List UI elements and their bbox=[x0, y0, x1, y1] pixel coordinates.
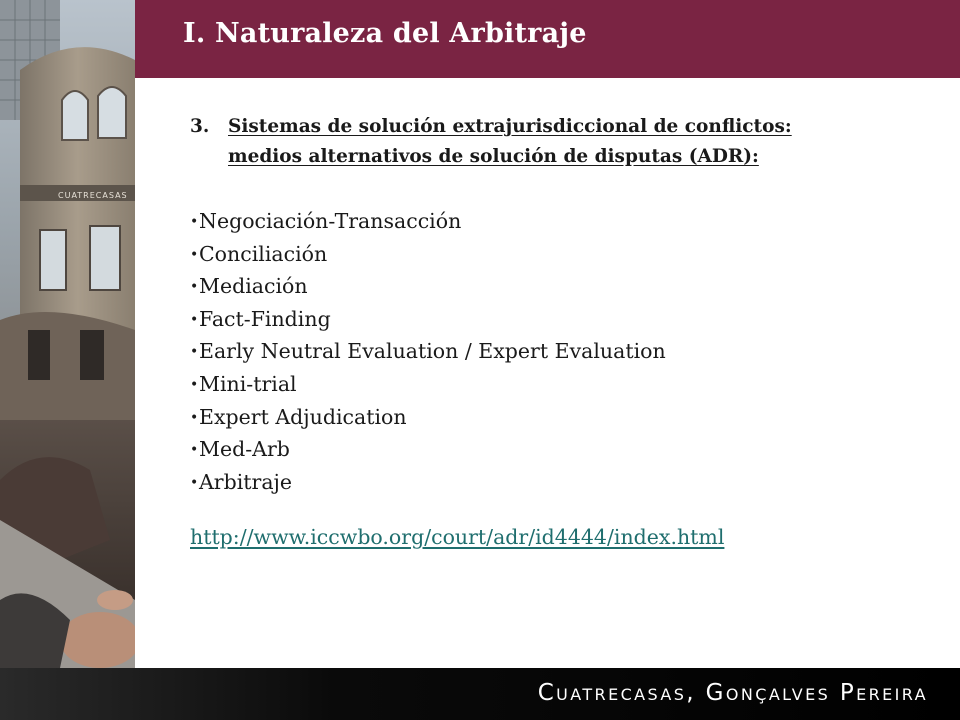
bullet-icon: • bbox=[190, 311, 199, 328]
bullet-icon: • bbox=[190, 279, 199, 296]
section-heading bbox=[190, 112, 930, 172]
list-item-label: Expert Adjudication bbox=[199, 404, 407, 429]
slide-content bbox=[190, 112, 930, 549]
building-sign: CUATRECASAS bbox=[58, 191, 128, 200]
building-photo bbox=[0, 0, 135, 668]
list-item bbox=[190, 402, 666, 435]
list-item bbox=[190, 206, 666, 239]
section-heading-line-1: Sistemas de solución extrajurisdiccional de conflictos: bbox=[228, 116, 792, 137]
bullet-icon: • bbox=[190, 409, 199, 426]
list-item bbox=[190, 369, 666, 402]
list-item bbox=[190, 434, 666, 467]
footer-bar bbox=[0, 668, 960, 720]
list-item bbox=[190, 467, 666, 500]
list-item-label: Early Neutral Evaluation / Expert Evaluation bbox=[199, 339, 666, 364]
list-item bbox=[190, 336, 666, 369]
list-item bbox=[190, 271, 666, 304]
bullet-icon: • bbox=[190, 376, 199, 393]
bullet-icon: • bbox=[190, 246, 199, 263]
section-heading-line-2: medios alternativos de solución de disputas (ADR): bbox=[228, 146, 759, 167]
bullet-icon: • bbox=[190, 442, 199, 459]
list-item bbox=[190, 304, 666, 337]
icc-adr-link[interactable]: http://www.iccwbo.org/court/adr/id4444/index.html bbox=[190, 525, 725, 549]
list-item bbox=[190, 239, 666, 272]
bullet-icon: • bbox=[190, 214, 199, 230]
list-item-label: Arbitraje bbox=[199, 469, 293, 494]
title-bar bbox=[135, 0, 960, 78]
list-item-label: Mini-trial bbox=[199, 371, 297, 396]
list-item-label: Fact-Finding bbox=[199, 306, 331, 331]
list-item-label: Mediación bbox=[199, 274, 308, 299]
section-number: 3. bbox=[190, 116, 210, 137]
slide-title: I. Naturaleza del Arbitraje bbox=[183, 18, 587, 49]
list-item-label: Med-Arb bbox=[199, 437, 290, 462]
bullet-icon: • bbox=[190, 344, 199, 361]
firm-logo-text: Cuatrecasas, Gonçalves Pereira bbox=[537, 680, 928, 706]
adr-methods-list bbox=[190, 206, 666, 499]
bullet-icon: • bbox=[190, 474, 199, 491]
list-item-label: Negociación-Transacción bbox=[199, 209, 462, 233]
list-item-label: Conciliación bbox=[199, 241, 328, 266]
